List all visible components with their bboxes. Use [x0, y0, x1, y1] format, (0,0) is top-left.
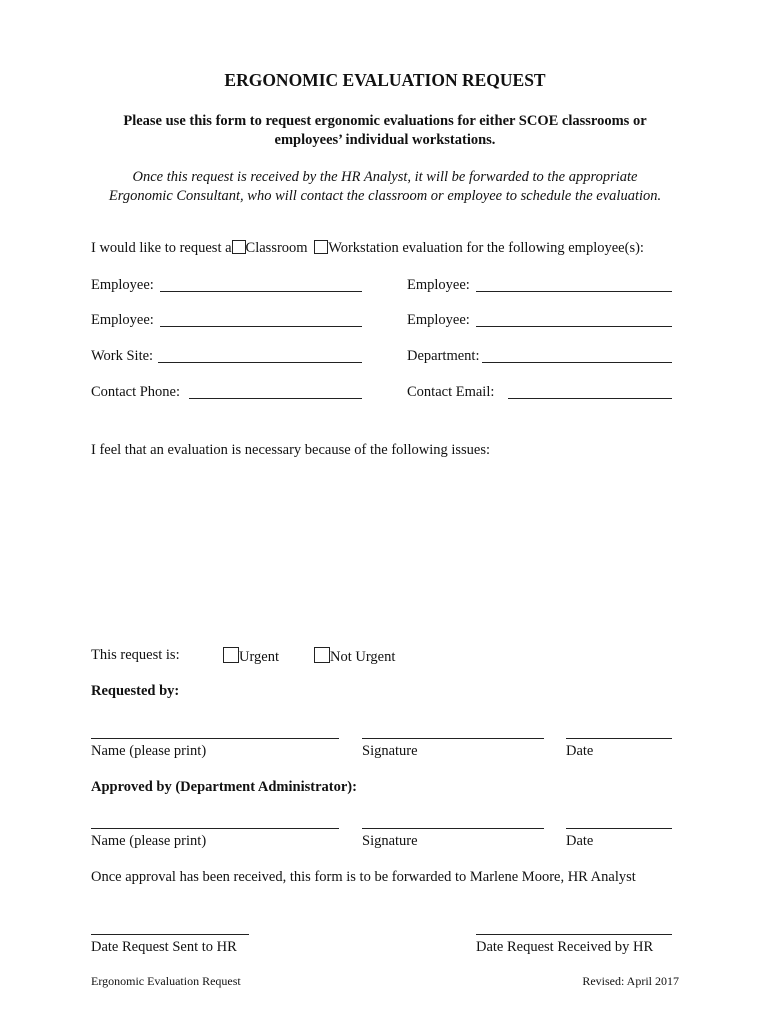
date-sent-field[interactable]: [91, 934, 249, 935]
approved-by-heading: Approved by (Department Administrator):: [91, 779, 357, 795]
approver-signature-label: Signature: [362, 833, 418, 849]
work-site-label: Work Site:: [91, 348, 154, 364]
requester-name-label: Name (please print): [91, 743, 207, 759]
workstation-checkbox[interactable]: [314, 240, 328, 254]
workstation-label: Workstation evaluation for the following employee(s):: [328, 240, 644, 256]
instructions-text: Once this request is received by the HR Analyst, it will be forwarded to the appropriate Ergonomic Consultant, who will contact the classroom or employee to schedule the evaluation.: [108, 169, 662, 204]
issues-area[interactable]: [91, 462, 681, 632]
approver-name-label: Name (please print): [91, 833, 207, 849]
footer-right: Revised: April 2017: [582, 974, 679, 988]
requester-name-field[interactable]: [91, 738, 339, 739]
employee-4-label: Employee:: [407, 312, 470, 328]
date-received-label: Date Request Received by HR: [476, 939, 654, 955]
urgency-label: This request is:: [91, 647, 180, 663]
contact-email-field[interactable]: [508, 398, 672, 399]
issues-label: I feel that an evaluation is necessary because of the following issues:: [91, 442, 491, 458]
not-urgent-checkbox[interactable]: [314, 647, 330, 663]
contact-phone-label: Contact Phone:: [91, 384, 181, 400]
intro-text: Please use this form to request ergonomic evaluations for either SCOE classrooms or employees’ individual workstations.: [123, 113, 647, 148]
requester-date-label: Date: [566, 743, 594, 759]
requested-by-heading: Requested by:: [91, 683, 180, 699]
date-received-field[interactable]: [476, 934, 672, 935]
employee-1-field[interactable]: [160, 291, 362, 292]
approver-name-field[interactable]: [91, 828, 339, 829]
approver-signature-field[interactable]: [362, 828, 544, 829]
page-title: ERGONOMIC EVALUATION REQUEST: [224, 70, 546, 90]
approver-date-field[interactable]: [566, 828, 672, 829]
employee-4-field[interactable]: [476, 326, 672, 327]
requester-date-field[interactable]: [566, 738, 672, 739]
urgent-checkbox[interactable]: [223, 647, 239, 663]
contact-email-label: Contact Email:: [407, 384, 495, 400]
approver-date-label: Date: [566, 833, 594, 849]
employee-3-label: Employee:: [91, 312, 154, 328]
date-sent-label: Date Request Sent to HR: [91, 939, 237, 955]
classroom-checkbox[interactable]: [232, 240, 246, 254]
department-label: Department:: [407, 348, 480, 364]
classroom-label: Classroom: [245, 240, 308, 256]
not-urgent-option[interactable]: Not Urgent: [314, 647, 395, 666]
requester-signature-label: Signature: [362, 743, 418, 759]
request-line: I would like to request a Classroom Workstation evaluation for the following employee(s):: [91, 240, 644, 256]
employee-3-field[interactable]: [160, 326, 362, 327]
forward-note: Once approval has been received, this form is to be forwarded to Marlene Moore, HR Analyst: [91, 869, 636, 885]
contact-phone-field[interactable]: [189, 398, 362, 399]
department-field[interactable]: [482, 362, 672, 363]
employee-2-field[interactable]: [476, 291, 672, 292]
work-site-field[interactable]: [158, 362, 362, 363]
urgent-option[interactable]: Urgent: [223, 647, 279, 666]
footer-left: Ergonomic Evaluation Request: [91, 974, 241, 988]
requester-signature-field[interactable]: [362, 738, 544, 739]
employee-2-label: Employee:: [407, 277, 470, 293]
employee-1-label: Employee:: [91, 277, 154, 293]
